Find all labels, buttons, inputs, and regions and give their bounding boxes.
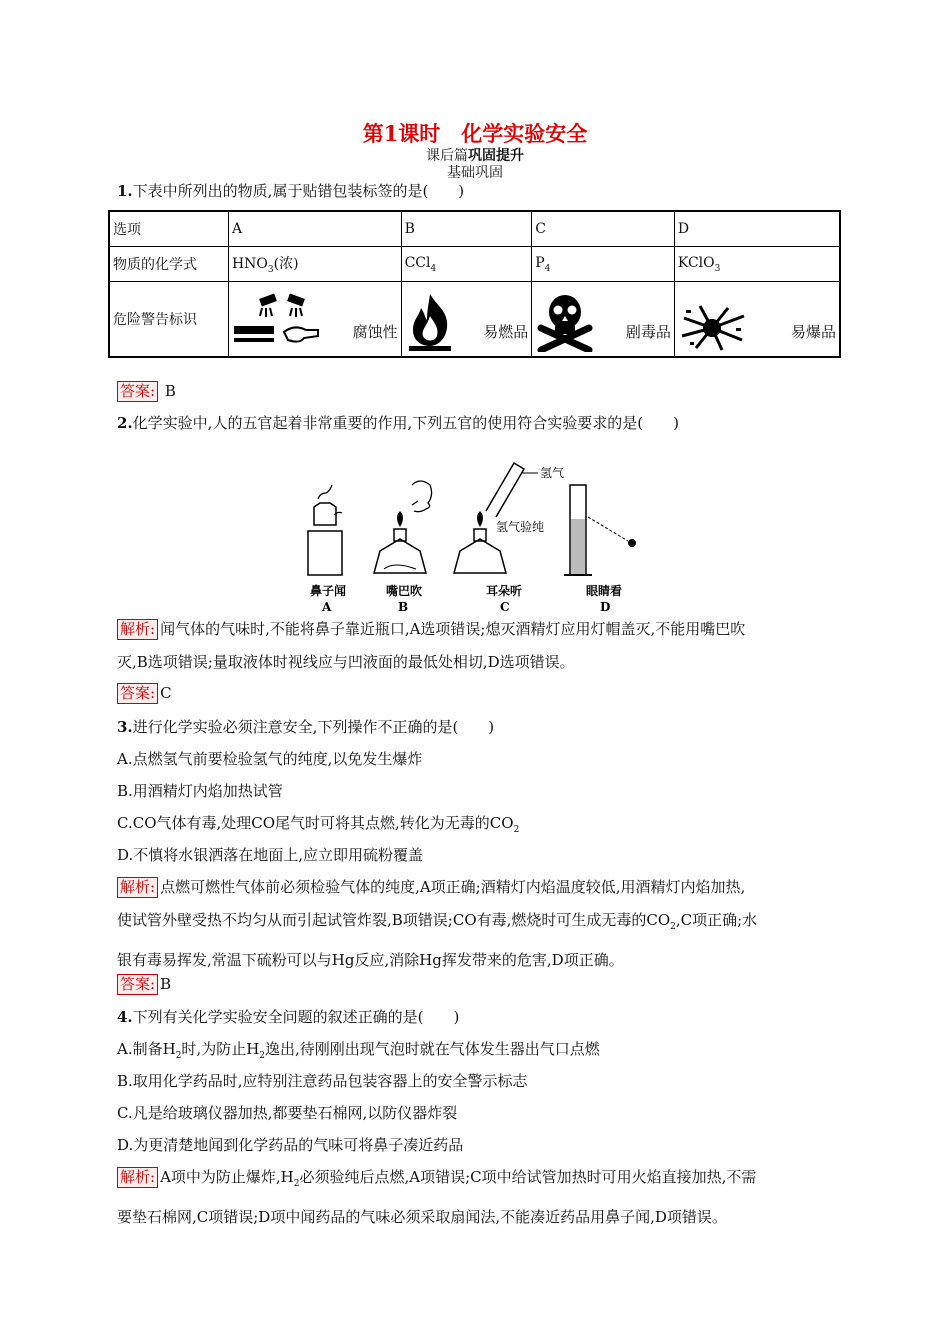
q4-analysis <box>117 1161 833 1234</box>
explosion-icon <box>678 302 748 352</box>
caption-a: 鼻子闻 <box>310 584 347 598</box>
q3-analysis <box>117 871 833 977</box>
q3-analysis-line3: 银有毒易挥发,常温下硫粉可以与Hg反应,消除Hg挥发带来的危害,D项正确。 <box>117 951 624 969</box>
q3-number: 3. <box>117 718 133 736</box>
q1-stem-text: 下表中所列出的物质,属于贴错包装标签的是( ) <box>132 182 465 200</box>
answer-tag: 答案: <box>117 974 158 995</box>
q3-analysis-line2: 使试管外壁受热不均匀从而引起试管炸裂,B项错误;CO有毒,燃烧时可生成无毒的$CO_2,C$项正确;水 <box>117 911 758 932</box>
option-cell: D <box>674 211 840 247</box>
q2-answer <box>117 683 172 704</box>
hazard-label: 剧毒品 <box>625 323 671 341</box>
formula-cell: $HNO_3$(浓) <box>228 247 401 282</box>
hazard-cell <box>401 282 532 358</box>
option-cell: A <box>228 211 401 247</box>
corrosive-icon <box>232 292 322 352</box>
answer-value: B <box>160 975 172 993</box>
q3-answer <box>117 974 171 995</box>
q4-option-c: C.凡是给玻璃仪器加热,都要垫石棉网,以防仪器炸裂 <box>117 1104 458 1122</box>
q2-stem <box>117 412 679 433</box>
q3-stem-text: 进行化学实验必须注意安全,下列操作不正确的是( ) <box>132 718 495 736</box>
row-header: 选项 <box>109 211 228 247</box>
flame-icon <box>405 292 455 352</box>
hazard-label: 易燃品 <box>483 323 529 341</box>
hazard-cell <box>228 282 401 358</box>
hazard-cell <box>532 282 675 358</box>
table-row <box>109 211 840 247</box>
q1-answer <box>117 381 176 402</box>
q3-stem <box>117 716 494 737</box>
q2-analysis-line1: 解析: 闻气体的气味时,不能将鼻子靠近瓶口,A选项错误;熄灭酒精灯应用灯帽盖灭,不能用嘴巴吹 <box>117 613 833 646</box>
hazard-label: 易爆品 <box>790 323 836 341</box>
letter-b: B <box>398 600 409 614</box>
formula-cell: $P_4$ <box>532 247 675 282</box>
q2-analysis <box>117 613 833 679</box>
q3-option-d: D.不慎将水银洒落在地面上,应立即用硫粉覆盖 <box>117 846 424 864</box>
caption-d: 眼睛看 <box>586 584 623 598</box>
q1-stem <box>117 180 464 201</box>
q4-option-d: D.为更清楚地闻到化学药品的气味可将鼻子凑近药品 <box>117 1136 464 1154</box>
analysis-tag: 解析: <box>117 619 158 640</box>
answer-tag: 答案: <box>117 683 158 704</box>
q1-number: 1. <box>117 182 133 200</box>
q4-stem-text: 下列有关化学实验安全问题的叙述正确的是( ) <box>132 1008 460 1026</box>
senses-figure <box>300 455 650 617</box>
option-cell: B <box>401 211 532 247</box>
q4-option-a: A.制备$H_2$时,为防止$H_2$逸出,待刚刚出现气泡时就在气体发生器出气口点燃 <box>117 1040 600 1061</box>
q1-table <box>108 210 841 358</box>
purity-label: 氢气验纯 <box>496 520 545 534</box>
q3-option-b: B.用酒精灯内焰加热试管 <box>117 782 283 800</box>
letter-d: D <box>600 600 611 614</box>
subtitle-bold: 巩固提升 <box>468 148 524 164</box>
analysis-tag: 解析: <box>117 1167 158 1188</box>
option-cell: C <box>532 211 675 247</box>
caption-b: 嘴巴吹 <box>386 584 423 598</box>
letter-c: C <box>500 600 510 614</box>
q4-stem <box>117 1006 459 1027</box>
q4-analysis-line1: 解析: A项中为防止爆炸$,H_2$必须验纯后点燃,A项错误;C项中给试管加热时可用火焰直接加热,不需 <box>117 1161 833 1201</box>
analysis-tag: 解析: <box>117 877 158 898</box>
subtitle-prefix: 课后篇 <box>426 148 468 164</box>
q3-option-c: C.CO气体有毒,处理CO尾气时可将其点燃,转化为无毒的$CO_2$ <box>117 814 520 835</box>
q4-analysis-line2: 要垫石棉网,C项错误;D项中闻药品的气味必须采取扇闻法,不能凑近药品用鼻子闻,D项错误。 <box>117 1208 727 1226</box>
q3-option-a: A.点燃氢气前要检验氢气的纯度,以免发生爆炸 <box>117 750 423 768</box>
q4-option-b: B.取用化学药品时,应特别注意药品包装容器上的安全警示标志 <box>117 1072 528 1090</box>
hazard-label: 腐蚀性 <box>352 323 398 341</box>
section-heading: 基础巩固 <box>447 165 503 181</box>
q2-analysis-line2: 灭,B选项错误;量取液体时视线应与凹液面的最低处相切,D选项错误。 <box>117 653 575 671</box>
formula-cell: CCl$_4$ <box>401 247 532 282</box>
table-row <box>109 247 840 282</box>
answer-value: C <box>160 684 172 702</box>
answer-tag: 答案: <box>117 381 158 402</box>
letter-a: A <box>322 600 332 614</box>
q2-number: 2. <box>117 414 133 432</box>
q3-analysis-line1: 解析: 点燃可燃性气体前必须检验气体的纯度,A项正确;酒精灯内焰温度较低,用酒精灯内焰加热, <box>117 871 833 904</box>
table-row <box>109 282 840 358</box>
skull-crossbones-icon <box>535 292 595 352</box>
hazard-cell <box>674 282 840 358</box>
page-title: 第1课时 化学实验安全 <box>362 121 588 146</box>
row-header: 危险警告标识 <box>109 282 228 358</box>
q4-number: 4. <box>117 1008 133 1026</box>
caption-c: 耳朵听 <box>486 584 523 598</box>
answer-value: B <box>164 382 176 400</box>
row-header: 物质的化学式 <box>109 247 228 282</box>
hydrogen-label: 氢气 <box>540 466 565 480</box>
formula-cell: KClO$_3$ <box>674 247 840 282</box>
q2-stem-text: 化学实验中,人的五官起着非常重要的作用,下列五官的使用符合实验要求的是( ) <box>132 414 679 432</box>
